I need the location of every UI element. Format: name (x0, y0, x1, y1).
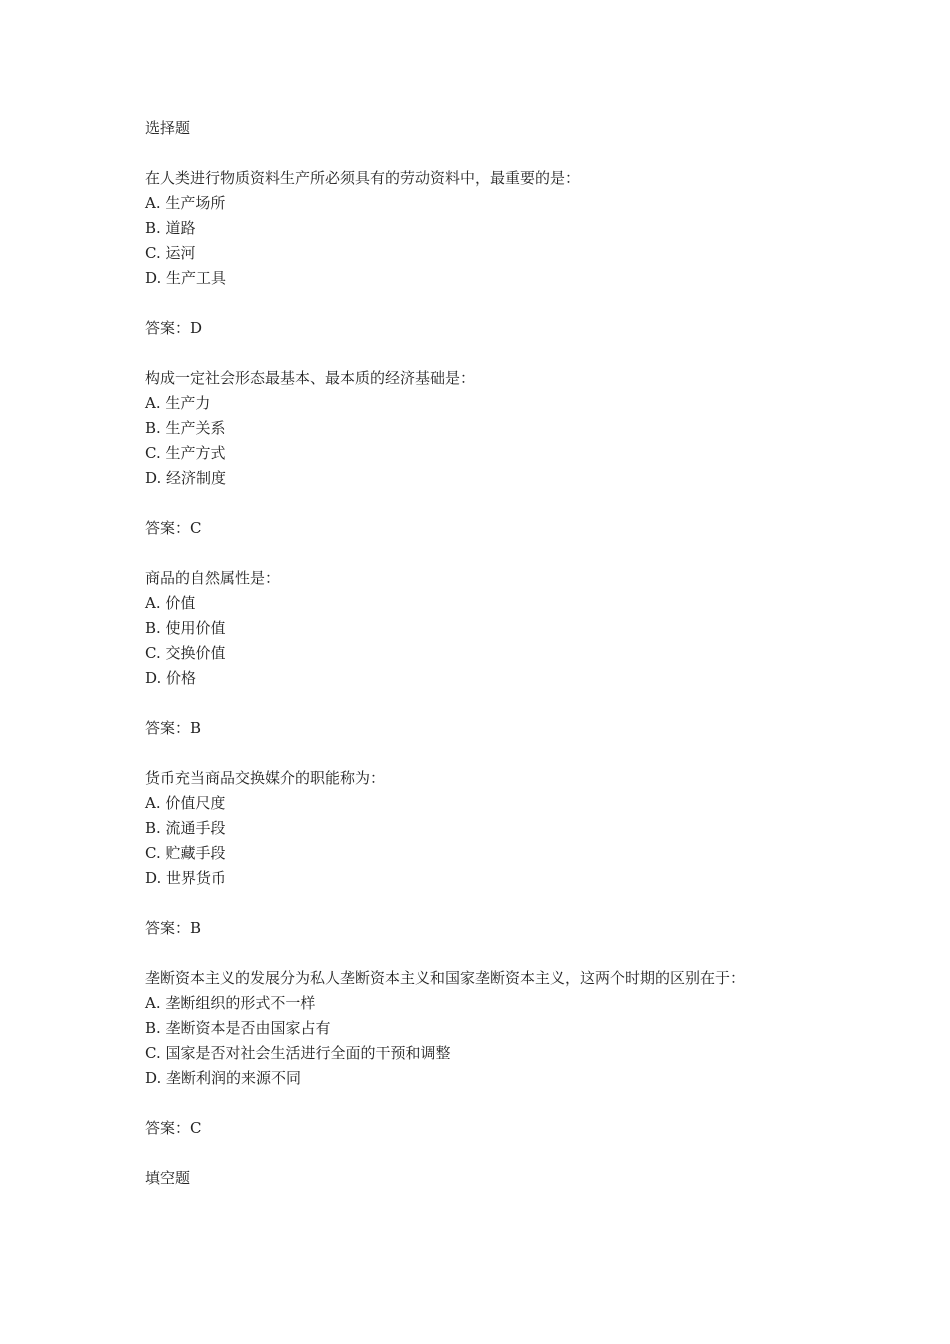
spacer (145, 741, 845, 766)
answer: 答案：D (145, 319, 203, 337)
answer: 答案：C (145, 1119, 202, 1137)
answer: 答案：B (145, 919, 202, 937)
section-title-choice: 选择题 (145, 119, 191, 137)
answer: 答案：B (145, 719, 202, 737)
document-page (145, 116, 845, 1191)
option-b: B. 生产关系 (145, 419, 226, 437)
question-block (145, 766, 845, 966)
section-title-fill: 填空题 (145, 1169, 191, 1187)
option-b: B. 使用价值 (145, 619, 226, 637)
spacer (145, 941, 845, 966)
option-b: B. 垄断资本是否由国家占有 (145, 1019, 331, 1037)
option-a: A. 生产场所 (145, 194, 226, 212)
question-block (145, 566, 845, 766)
option-c: C. 贮藏手段 (145, 844, 226, 862)
option-a: A. 垄断组织的形式不一样 (145, 994, 316, 1012)
option-d: D. 世界货币 (145, 869, 227, 887)
answer: 答案：C (145, 519, 202, 537)
question-block (145, 366, 845, 566)
option-a: A. 价值尺度 (145, 794, 226, 812)
spacer (145, 541, 845, 566)
spacer (145, 341, 845, 366)
option-c: C. 国家是否对社会生活进行全面的干预和调整 (145, 1044, 451, 1062)
option-d: D. 经济制度 (145, 469, 227, 487)
question-stem: 商品的自然属性是： (145, 569, 281, 587)
option-c: C. 生产方式 (145, 444, 226, 462)
spacer (145, 291, 845, 316)
question-block (145, 966, 845, 1166)
option-d: D. 价格 (145, 669, 197, 687)
option-a: A. 生产力 (145, 394, 211, 412)
spacer (145, 691, 845, 716)
question-stem: 垄断资本主义的发展分为私人垄断资本主义和国家垄断资本主义，这两个时期的区别在于： (145, 969, 746, 987)
spacer (145, 891, 845, 916)
question-stem: 在人类进行物质资料生产所必须具有的劳动资料中，最重要的是： (145, 169, 581, 187)
spacer (145, 1141, 845, 1166)
spacer (145, 1091, 845, 1116)
spacer (145, 141, 845, 166)
option-b: B. 流通手段 (145, 819, 226, 837)
question-stem: 构成一定社会形态最基本、最本质的经济基础是： (145, 369, 476, 387)
option-a: A. 价值 (145, 594, 196, 612)
option-d: D. 生产工具 (145, 269, 227, 287)
question-stem: 货币充当商品交换媒介的职能称为： (145, 769, 386, 787)
option-c: C. 运河 (145, 244, 196, 262)
question-block (145, 166, 845, 366)
option-d: D. 垄断利润的来源不同 (145, 1069, 302, 1087)
spacer (145, 491, 845, 516)
option-b: B. 道路 (145, 219, 196, 237)
option-c: C. 交换价值 (145, 644, 226, 662)
